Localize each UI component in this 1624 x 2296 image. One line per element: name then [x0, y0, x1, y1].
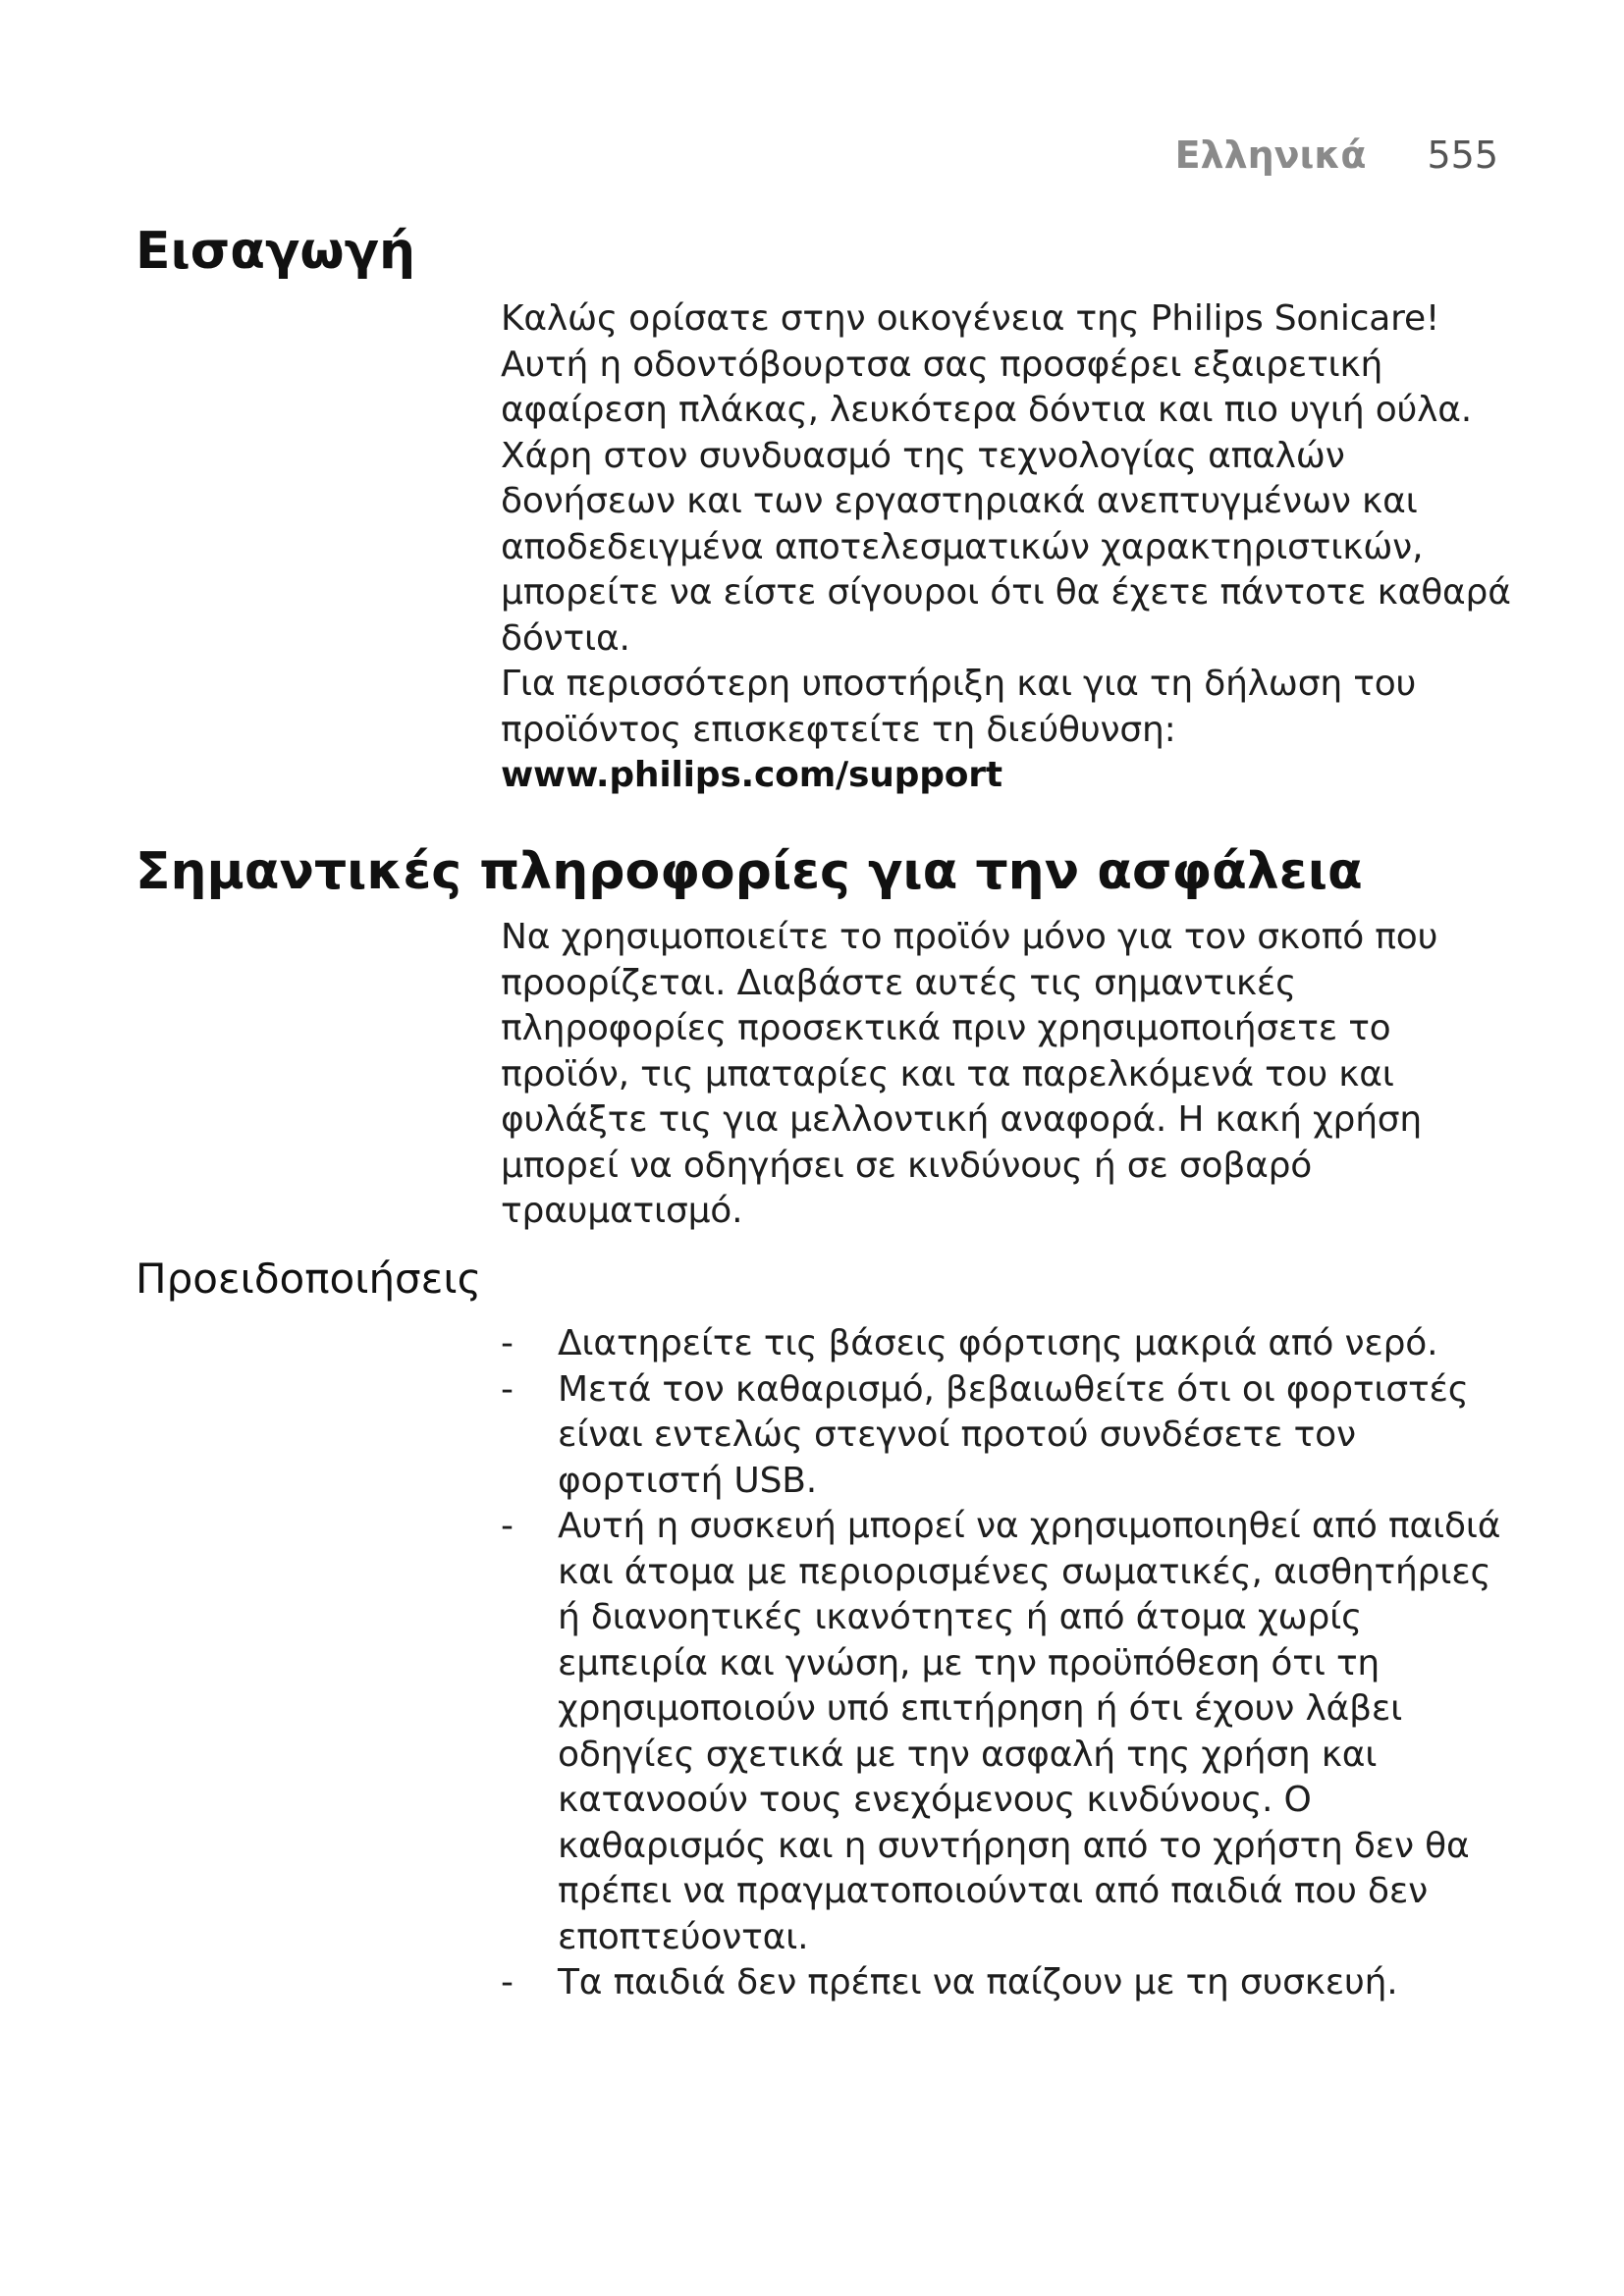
bullet-dash: - [501, 1962, 514, 2002]
bullet-dash: - [501, 1506, 514, 1546]
warning-text: Διατηρείτε τις βάσεις φόρτισης μακριά από νερό. [558, 1323, 1438, 1363]
list-item [501, 1504, 1512, 1960]
intro-title: Εισαγωγή [135, 222, 416, 281]
safety-paragraph: Να χρησιμοποιείτε το προϊόν μόνο για τον σκοπό που προορίζεται. Διαβάστε αυτές τις σημαντικές πληροφορίες προσεκτικά πριν χρησιμοποιήσετε το προϊόν, τις μπαταρίες και τα παρελκόμενά του και φυλάξτε τις για μελλοντική αναφορά. Η κακή χρήση μπορεί να οδηγήσει σε κινδύνους ή σε σοβαρό τραυματισμό. [501, 917, 1438, 1231]
warning-text: Μετά τον καθαρισμό, βεβαιωθείτε ότι οι φορτιστές είναι εντελώς στεγνοί προτού συνδέσετε τον φορτιστή USB. [558, 1368, 1469, 1501]
intro-body [501, 296, 1512, 799]
list-item [501, 1367, 1512, 1505]
warnings-title: Προειδοποιήσεις [135, 1255, 482, 1303]
warning-text: Τα παιδιά δεν πρέπει να παίζουν με τη συσκευή. [558, 1962, 1398, 2002]
list-item [501, 1321, 1512, 1367]
bullet-dash: - [501, 1323, 514, 1363]
support-url-link[interactable]: www.philips.com/support [501, 755, 1002, 795]
intro-paragraph-2: Για περισσότερη υποστήριξη και για τη δήλωση του προϊόντος επισκεφτείτε τη διεύθυνση: [501, 664, 1417, 750]
header-language: Ελληνικά [1174, 133, 1367, 177]
intro-paragraph-1: Καλώς ορίσατε στην οικογένεια της Philips Sonicare! Αυτή η οδοντόβουρτσα σας προσφέρει εξαιρετική αφαίρεση πλάκας, λευκότερα δόντια και πιο υγιή ούλα. Χάρη στον συνδυασμό της τεχνολογίας απαλών δονήσεων και των εργαστηριακά ανεπτυγμένων και αποδεδειγμένα αποτελεσματικών χαρακτηριστικών, μπορείτε να είστε σίγουροι ότι θα έχετε πάντοτε καθαρά δόντια. [501, 298, 1511, 659]
safety-title: Σημαντικές πληροφορίες για την ασφάλεια [135, 842, 1363, 901]
list-item [501, 1960, 1512, 2006]
warnings-body [501, 1321, 1512, 2006]
warning-text: Αυτή η συσκευή μπορεί να χρησιμοποιηθεί από παιδιά και άτομα με περιορισμένες σωματικές, αισθητήριες ή διανοητικές ικανότητες ή από άτομα χωρίς εμπειρία και γνώση, με την προϋπόθεση ότι τη χρησιμοποιούν υπό επιτήρηση ή ότι έχουν λάβει οδηγίες σχετικά με την ασφαλή της χρήση και κατανοούν τους ενεχόμενους κινδύνους. Ο καθαρισμός και η συντήρηση από το χρήστη δεν θα πρέπει να πραγματοποιούνται από παιδιά που δεν εποπτεύονται. [558, 1506, 1501, 1957]
bullet-dash: - [501, 1368, 514, 1410]
safety-body [501, 915, 1512, 1235]
page-number: 555 [1427, 133, 1498, 177]
page-header [1175, 133, 1498, 177]
warnings-list [501, 1321, 1512, 2006]
